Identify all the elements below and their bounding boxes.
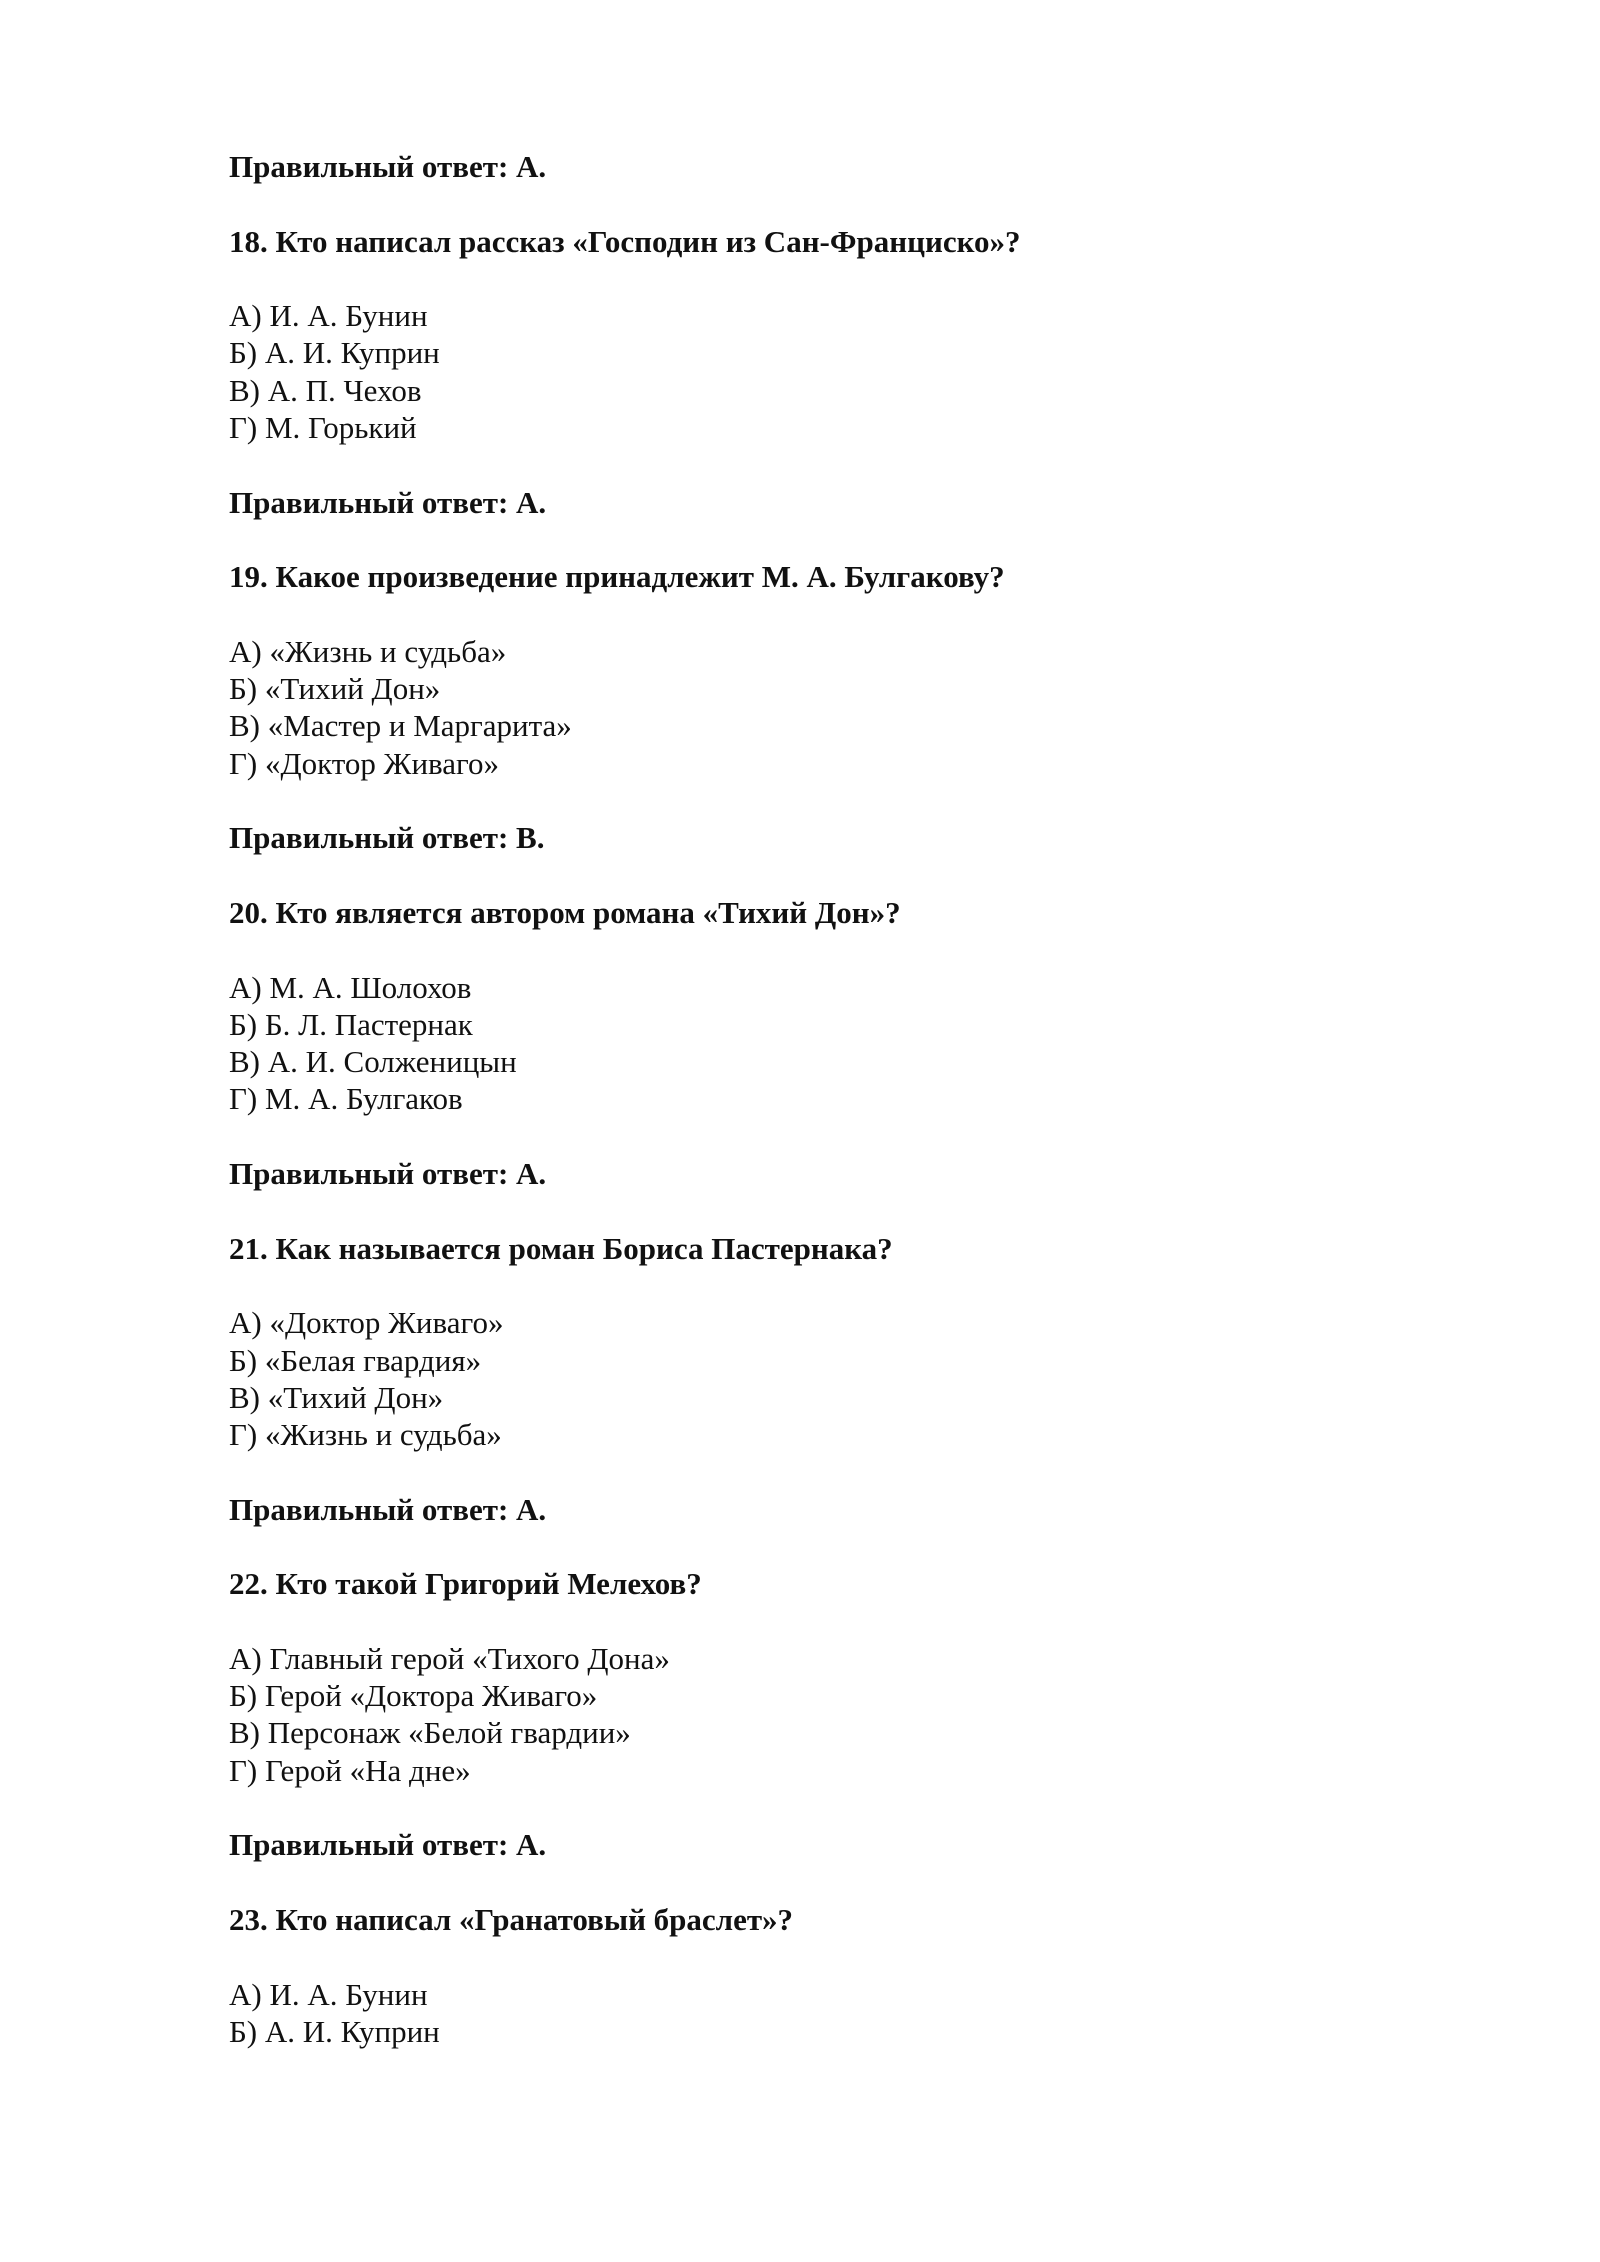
option-line: Б) «Тихий Дон» [229, 671, 441, 707]
option-line: Б) «Белая гвардия» [229, 1342, 482, 1378]
option-line: А) М. А. Шолохов [229, 969, 472, 1005]
option-line: А) «Жизнь и судьба» [229, 633, 507, 669]
spacer [229, 1192, 1429, 1229]
option-line: В) «Тихий Дон» [229, 1379, 444, 1415]
option-line: В) Персонаж «Белой гвардии» [229, 1715, 631, 1751]
option-line: Б) Герой «Доктора Живаго» [229, 1678, 598, 1714]
document-content [229, 148, 1429, 2050]
spacer [229, 1938, 1429, 1975]
question-18: 18. Кто написал рассказ «Господин из Сан-Франциско»? [229, 223, 1021, 259]
option-line: Б) Б. Л. Пастернак [229, 1006, 473, 1042]
answer-line: Правильный ответ: А. [229, 1156, 547, 1192]
option-line: Г) Герой «На дне» [229, 1752, 471, 1788]
answer-line: Правильный ответ: А. [229, 1491, 547, 1527]
spacer [229, 1118, 1429, 1155]
spacer [229, 185, 1429, 222]
spacer [229, 1603, 1429, 1640]
spacer [229, 596, 1429, 633]
answer-line: Правильный ответ: В. [229, 820, 545, 856]
question-22: 22. Кто такой Григорий Мелехов? [229, 1566, 702, 1602]
answer-line: Правильный ответ: А. [229, 484, 547, 520]
spacer [229, 260, 1429, 297]
spacer [229, 1864, 1429, 1901]
option-line: В) А. П. Чехов [229, 372, 422, 408]
option-line: В) А. И. Солженицын [229, 1044, 517, 1080]
answer-line: Правильный ответ: А. [229, 149, 547, 184]
spacer [229, 446, 1429, 483]
spacer [229, 931, 1429, 968]
spacer [229, 1789, 1429, 1826]
option-line: В) «Мастер и Маргарита» [229, 708, 572, 744]
question-21: 21. Как называется роман Бориса Пастернака? [229, 1230, 893, 1266]
answer-line: Правильный ответ: А. [229, 1827, 547, 1863]
spacer [229, 857, 1429, 894]
spacer [229, 1267, 1429, 1304]
option-line: Г) «Жизнь и судьба» [229, 1417, 502, 1453]
option-line: А) Главный герой «Тихого Дона» [229, 1640, 670, 1676]
option-line: Б) А. И. Куприн [229, 2013, 440, 2049]
option-line: А) И. А. Бунин [229, 298, 428, 334]
question-23: 23. Кто написал «Гранатовый браслет»? [229, 1901, 794, 1937]
option-line: А) «Доктор Живаго» [229, 1305, 504, 1341]
option-line: Б) А. И. Куприн [229, 335, 440, 371]
option-line: Г) М. А. Булгаков [229, 1081, 463, 1117]
option-line: А) И. А. Бунин [229, 1976, 428, 2012]
question-19: 19. Какое произведение принадлежит М. А. Булгакову? [229, 559, 1005, 595]
spacer [229, 521, 1429, 558]
option-line: Г) «Доктор Живаго» [229, 745, 499, 781]
spacer [229, 782, 1429, 819]
spacer [229, 1528, 1429, 1565]
option-line: Г) М. Горький [229, 410, 417, 446]
question-20: 20. Кто является автором романа «Тихий Дон»? [229, 894, 901, 930]
spacer [229, 1453, 1429, 1490]
